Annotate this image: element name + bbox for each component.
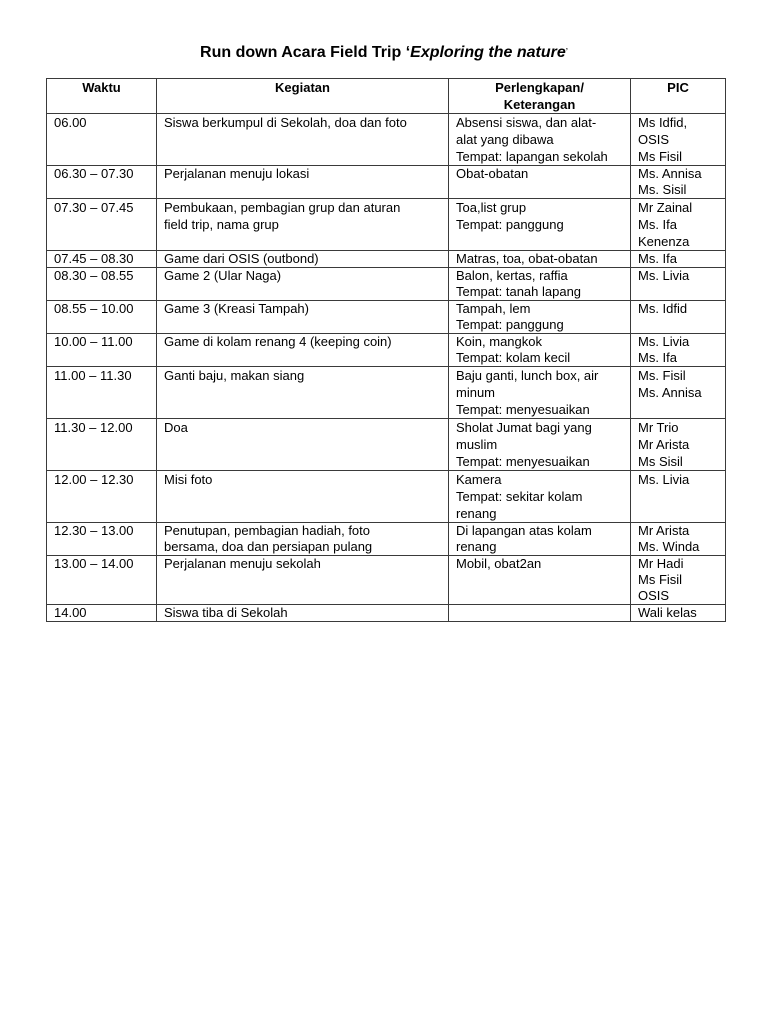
- rundown-table: [46, 78, 726, 622]
- cell-kegiatan: [157, 251, 449, 268]
- cell-waktu: [47, 251, 157, 268]
- cell-pic-line: Ms. Ifa: [638, 350, 678, 365]
- cell-kegiatan: [157, 166, 449, 199]
- cell-pic: [631, 268, 726, 301]
- cell-pic-line: OSIS: [638, 588, 670, 603]
- cell-perlengkapan-line: Tempat: sekitar kolam: [456, 489, 583, 504]
- cell-pic-line: Ms. Livia: [638, 268, 690, 283]
- cell-pic-line: Ms. Ifa: [638, 251, 678, 266]
- cell-perlengkapan: [449, 166, 631, 199]
- cell-perlengkapan-line: Tempat: panggung: [456, 217, 564, 232]
- cell-pic-line: Mr Hadi: [638, 556, 684, 571]
- cell-kegiatan-line: Game dari OSIS (outbond): [164, 251, 319, 266]
- cell-pic-line: Mr Arista: [638, 437, 690, 452]
- cell-perlengkapan: [449, 199, 631, 251]
- cell-perlengkapan-line: minum: [456, 385, 496, 400]
- cell-pic-line: Ms. Idfid: [638, 301, 688, 316]
- cell-perlengkapan-line: Tempat: tanah lapang: [456, 284, 582, 299]
- cell-waktu-text: 07.30 – 07.45: [54, 200, 134, 215]
- cell-perlengkapan-line: Kamera: [456, 472, 502, 487]
- cell-pic-line: Mr Trio: [638, 420, 679, 435]
- cell-kegiatan: [157, 556, 449, 605]
- cell-pic-line: Ms. Livia: [638, 334, 690, 349]
- cell-waktu: [47, 114, 157, 166]
- table-row: [47, 367, 726, 419]
- cell-perlengkapan-line: Tampah, lem: [456, 301, 531, 316]
- cell-pic-line: Ms. Annisa: [638, 385, 702, 400]
- cell-perlengkapan-line: Matras, toa, obat-obatan: [456, 251, 598, 266]
- header-waktu: Waktu: [47, 79, 157, 114]
- cell-kegiatan: [157, 419, 449, 471]
- page-title: [0, 42, 768, 64]
- cell-pic-line: Kenenza: [638, 234, 690, 249]
- cell-kegiatan: [157, 367, 449, 419]
- title-prefix: Run down Acara Field Trip ‘: [200, 44, 411, 61]
- cell-waktu-text: 12.30 – 13.00: [54, 523, 134, 538]
- cell-pic-line: Ms Fisil: [638, 149, 683, 164]
- cell-perlengkapan: [449, 301, 631, 334]
- cell-waktu-text: 13.00 – 14.00: [54, 556, 134, 571]
- cell-perlengkapan-line: muslim: [456, 437, 498, 452]
- cell-pic-line: Ms Idfid,: [638, 115, 688, 130]
- cell-waktu: [47, 523, 157, 556]
- table-row: [47, 301, 726, 334]
- cell-pic: [631, 334, 726, 367]
- header-perlengkapan: [449, 79, 631, 114]
- cell-kegiatan: [157, 268, 449, 301]
- cell-waktu-text: 06.00: [54, 115, 87, 130]
- header-perlengkapan-line2: Keterangan: [503, 97, 576, 112]
- cell-kegiatan-line: Pembukaan, pembagian grup dan aturan: [164, 200, 401, 215]
- cell-perlengkapan: [449, 268, 631, 301]
- cell-kegiatan-line: Game 3 (Kreasi Tampah): [164, 301, 309, 316]
- cell-perlengkapan-line: Tempat: menyesuaikan: [456, 454, 590, 469]
- cell-kegiatan: [157, 334, 449, 367]
- cell-pic-line: OSIS: [638, 132, 670, 147]
- cell-waktu-text: 08.30 – 08.55: [54, 268, 134, 283]
- cell-waktu-text: 06.30 – 07.30: [54, 166, 134, 181]
- table-row: [47, 334, 726, 367]
- cell-kegiatan-line: bersama, doa dan persiapan pulang: [164, 539, 373, 554]
- cell-kegiatan: [157, 199, 449, 251]
- cell-waktu: [47, 268, 157, 301]
- cell-pic: [631, 114, 726, 166]
- cell-waktu: [47, 556, 157, 605]
- cell-pic-line: Ms. Ifa: [638, 217, 678, 232]
- cell-waktu-text: 14.00: [54, 605, 87, 620]
- cell-kegiatan-line: Ganti baju, makan siang: [164, 368, 305, 383]
- cell-waktu-text: 11.00 – 11.30: [54, 368, 132, 383]
- cell-waktu: [47, 301, 157, 334]
- cell-pic: [631, 251, 726, 268]
- cell-pic: [631, 199, 726, 251]
- cell-pic: [631, 166, 726, 199]
- cell-kegiatan-line: Perjalanan menuju lokasi: [164, 166, 310, 181]
- cell-pic-line: Ms. Fisil: [638, 368, 686, 383]
- cell-kegiatan-line: Misi foto: [164, 472, 213, 487]
- cell-perlengkapan: [449, 419, 631, 471]
- cell-waktu: [47, 471, 157, 523]
- cell-waktu: [47, 419, 157, 471]
- cell-waktu: [47, 605, 157, 622]
- table-row: [47, 114, 726, 166]
- header-pic: PIC: [631, 79, 726, 114]
- cell-perlengkapan: [449, 471, 631, 523]
- cell-pic: [631, 556, 726, 605]
- table-row: [47, 166, 726, 199]
- cell-kegiatan-line: Siswa berkumpul di Sekolah, doa dan foto: [164, 115, 407, 130]
- cell-perlengkapan: [449, 605, 631, 622]
- table-row: [47, 556, 726, 605]
- cell-pic-line: Ms. Livia: [638, 472, 690, 487]
- header-perlengkapan-line1: Perlengkapan/: [495, 80, 584, 95]
- cell-kegiatan-line: Penutupan, pembagian hadiah, foto: [164, 523, 371, 538]
- table-header-row: [47, 79, 726, 114]
- cell-pic-line: Wali kelas: [638, 605, 697, 620]
- cell-perlengkapan-line: Baju ganti, lunch box, air: [456, 368, 599, 383]
- table-row: [47, 419, 726, 471]
- cell-pic-line: Ms. Winda: [638, 539, 700, 554]
- cell-perlengkapan-line: renang: [456, 506, 497, 521]
- cell-pic: [631, 367, 726, 419]
- cell-kegiatan-line: Siswa tiba di Sekolah: [164, 605, 288, 620]
- cell-perlengkapan-line: Balon, kertas, raffia: [456, 268, 568, 283]
- table-row: [47, 605, 726, 622]
- cell-kegiatan-line: Doa: [164, 420, 188, 435]
- cell-pic-line: Ms. Sisil: [638, 182, 687, 197]
- cell-perlengkapan-line: Koin, mangkok: [456, 334, 542, 349]
- cell-kegiatan: [157, 605, 449, 622]
- cell-pic: [631, 419, 726, 471]
- cell-pic: [631, 301, 726, 334]
- cell-perlengkapan: [449, 334, 631, 367]
- cell-perlengkapan-line: Absensi siswa, dan alat-: [456, 115, 597, 130]
- cell-perlengkapan-line: Obat-obatan: [456, 166, 529, 181]
- table-body: [47, 114, 726, 622]
- cell-perlengkapan-line: Tempat: kolam kecil: [456, 350, 571, 365]
- cell-pic: [631, 471, 726, 523]
- cell-waktu-text: 07.45 – 08.30: [54, 251, 134, 266]
- title-suffix: ’: [565, 47, 568, 58]
- cell-waktu-text: 10.00 – 11.00: [54, 334, 133, 349]
- table-row: [47, 523, 726, 556]
- cell-waktu-text: 11.30 – 12.00: [54, 420, 133, 435]
- cell-perlengkapan-line: Tempat: panggung: [456, 317, 564, 332]
- cell-waktu: [47, 334, 157, 367]
- cell-perlengkapan-line: Sholat Jumat bagi yang: [456, 420, 592, 435]
- cell-pic-line: Ms Fisil: [638, 572, 683, 587]
- cell-waktu-text: 12.00 – 12.30: [54, 472, 134, 487]
- title-italic: Exploring the nature: [410, 44, 566, 61]
- cell-perlengkapan: [449, 114, 631, 166]
- cell-kegiatan: [157, 523, 449, 556]
- cell-perlengkapan-line: Di lapangan atas kolam: [456, 523, 592, 538]
- table-row: [47, 199, 726, 251]
- cell-waktu: [47, 367, 157, 419]
- cell-pic: [631, 605, 726, 622]
- cell-kegiatan: [157, 471, 449, 523]
- cell-perlengkapan: [449, 367, 631, 419]
- cell-perlengkapan: [449, 556, 631, 605]
- cell-waktu: [47, 166, 157, 199]
- cell-perlengkapan-line: Mobil, obat2an: [456, 556, 542, 571]
- cell-kegiatan: [157, 301, 449, 334]
- cell-pic-line: Ms Sisil: [638, 454, 683, 469]
- cell-perlengkapan: [449, 523, 631, 556]
- cell-perlengkapan-line: Tempat: menyesuaikan: [456, 402, 590, 417]
- cell-waktu-text: 08.55 – 10.00: [54, 301, 134, 316]
- table-row: [47, 268, 726, 301]
- cell-pic: [631, 523, 726, 556]
- header-kegiatan: Kegiatan: [157, 79, 449, 114]
- cell-kegiatan: [157, 114, 449, 166]
- cell-kegiatan-line: Perjalanan menuju sekolah: [164, 556, 321, 571]
- cell-pic-line: Mr Zainal: [638, 200, 693, 215]
- cell-pic-line: Mr Arista: [638, 523, 690, 538]
- cell-waktu: [47, 199, 157, 251]
- cell-kegiatan-line: field trip, nama grup: [164, 217, 279, 232]
- cell-perlengkapan-line: Toa,list grup: [456, 200, 527, 215]
- table-row: [47, 251, 726, 268]
- cell-kegiatan-line: Game 2 (Ular Naga): [164, 268, 282, 283]
- cell-perlengkapan: [449, 251, 631, 268]
- cell-perlengkapan-line: alat yang dibawa: [456, 132, 554, 147]
- cell-perlengkapan-line: Tempat: lapangan sekolah: [456, 149, 608, 164]
- cell-kegiatan-line: Game di kolam renang 4 (keeping coin): [164, 334, 392, 349]
- cell-pic-line: Ms. Annisa: [638, 166, 702, 181]
- table-row: [47, 471, 726, 523]
- cell-perlengkapan-line: renang: [456, 539, 497, 554]
